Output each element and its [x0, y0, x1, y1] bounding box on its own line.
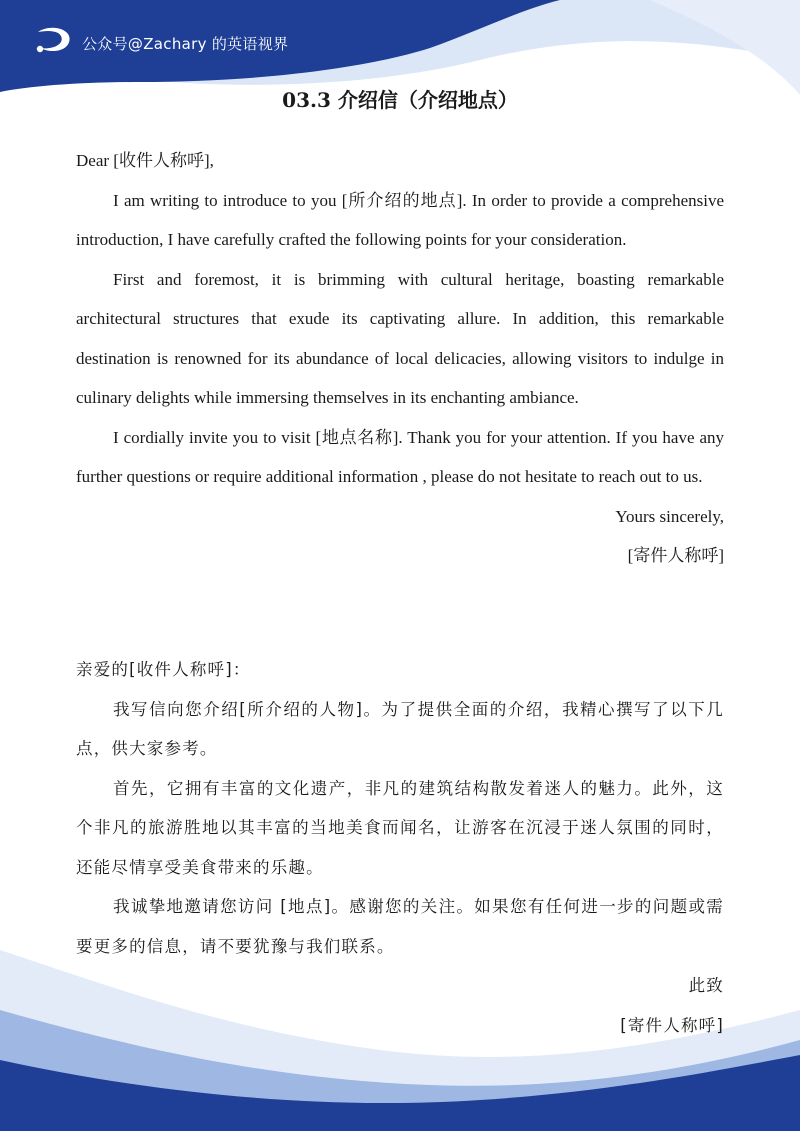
document-title: 03.3 介绍信（介绍地点） [282, 88, 518, 112]
english-paragraph-1: I am writing to introduce to you [所介绍的地点]. In order to provide a comprehensive introduction, I have carefully crafted the following points for your consideration. [76, 190, 724, 249]
english-salutation: Dear [收件人称呼], [76, 151, 214, 170]
chinese-paragraph-3: 我诚挚地邀请您访问 [地点]。感谢您的关注。如果您有任何进一步的问题或需要更多的信息，请不要犹豫与我们联系。 [76, 897, 724, 956]
chinese-salutation: 亲爱的[收件人称呼]： [76, 660, 251, 679]
english-paragraph-3: I cordially invite you to visit [地点名称]. Thank you for your attention. If you have any further questions or require additional information , please do not hesitate to reach out to us. [76, 427, 724, 486]
english-closing: Yours sincerely, [615, 506, 724, 526]
english-paragraph-2: First and foremost, it is brimming with cultural heritage, boasting remarkable architectural structures that exude its captivating allure. In addition, this remarkable destination is renowned for its abundance of local delicacies, allowing visitors to indulge in culinary delights while immersing themselves in its enchanting ambiance. [76, 269, 724, 407]
chinese-signature: [寄件人称呼] [620, 1015, 724, 1035]
chinese-paragraph-1: 我写信向您介绍[所介绍的人物]。为了提供全面的介绍，我精心撰写了以下几点，供大家参考。 [76, 699, 724, 758]
english-signature: [寄件人称呼] [627, 546, 724, 565]
chinese-paragraph-2: 首先，它拥有丰富的文化遗产，非凡的建筑结构散发着迷人的魅力。此外，这个非凡的旅游胜地以其丰富的当地美食而闻名，让游客在沉浸于迷人氛围的同时，还能尽情享受美食带来的乐趣。 [76, 778, 724, 877]
header-brand-text: 公众号@Zachary 的英语视界 [82, 35, 289, 53]
curved-arrow-logo-icon [32, 18, 78, 64]
chinese-letter [76, 650, 724, 1045]
english-letter [76, 141, 724, 576]
chinese-closing: 此致 [688, 976, 724, 995]
